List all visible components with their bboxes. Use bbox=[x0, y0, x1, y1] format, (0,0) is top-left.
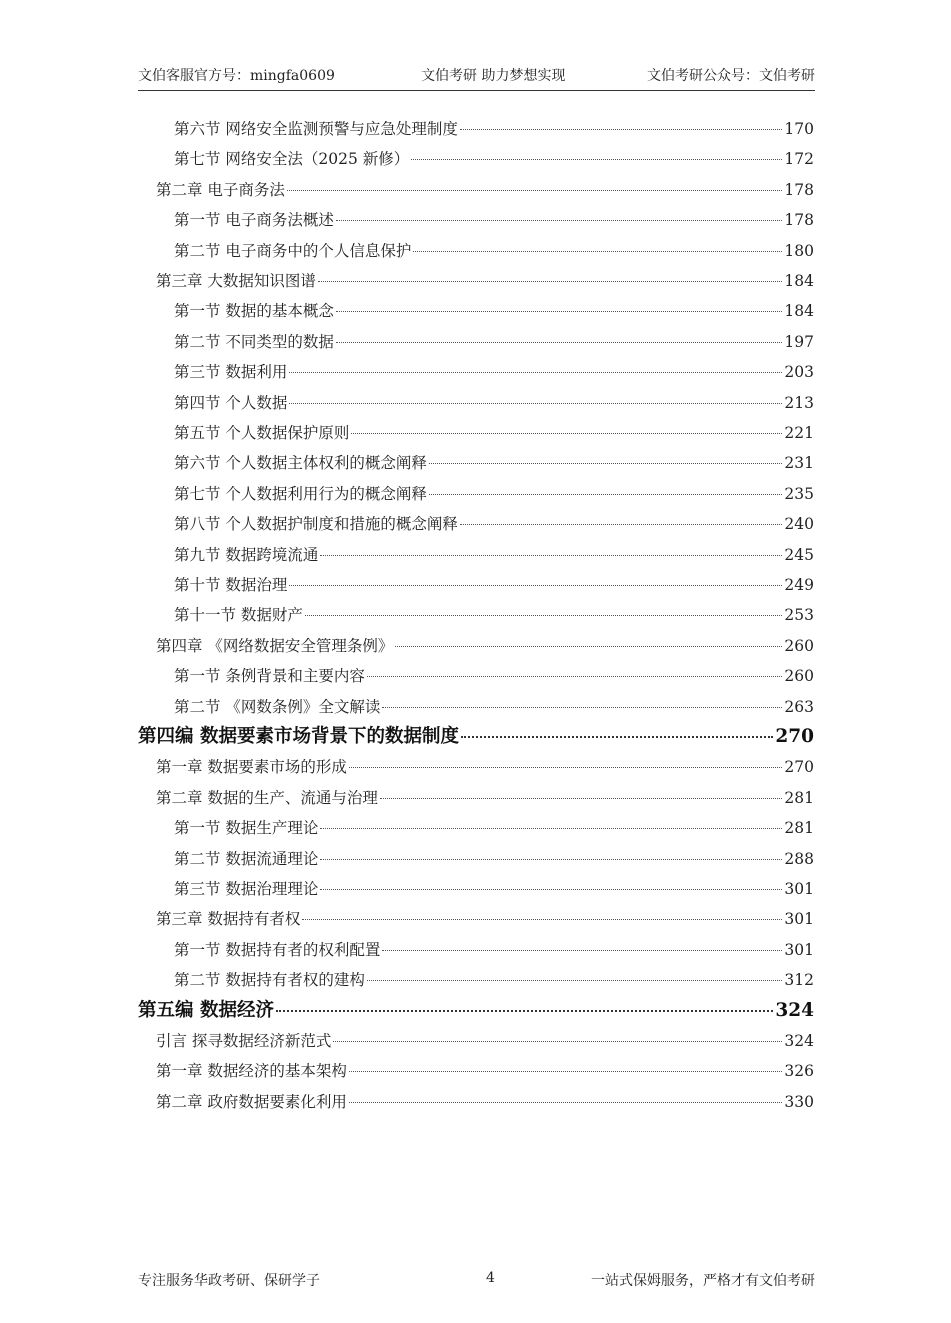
toc-entry[interactable] bbox=[174, 357, 814, 387]
toc-entry-page: 324 bbox=[784, 1032, 814, 1050]
toc-dot-leader bbox=[320, 554, 782, 556]
toc-entry-page: 301 bbox=[784, 910, 814, 929]
header-public-account: 文伯考研公众号：文伯考研 bbox=[647, 68, 815, 84]
toc-dot-leader bbox=[336, 341, 782, 343]
toc-entry-title: 第二章 电子商务法 bbox=[156, 180, 285, 199]
toc-entry-page: 312 bbox=[784, 971, 814, 990]
toc-entry-page: 235 bbox=[784, 484, 814, 503]
toc-dot-leader bbox=[351, 432, 782, 434]
toc-entry-page: 240 bbox=[784, 515, 814, 534]
toc-entry[interactable] bbox=[174, 965, 814, 995]
toc-entry[interactable] bbox=[174, 296, 814, 326]
toc-entry-page: 260 bbox=[784, 667, 814, 686]
toc-entry[interactable] bbox=[174, 509, 814, 539]
toc-entry-title: 引言 探寻数据经济新范式 bbox=[156, 1032, 332, 1050]
toc-entry[interactable] bbox=[174, 813, 814, 843]
toc-entry-title: 第一节 条例背景和主要内容 bbox=[174, 667, 365, 686]
toc-dot-leader bbox=[305, 614, 782, 616]
toc-entry-page: 184 bbox=[784, 272, 814, 290]
toc-entry[interactable] bbox=[174, 570, 814, 600]
toc-entry[interactable] bbox=[138, 996, 814, 1026]
toc-dot-leader bbox=[318, 280, 782, 282]
toc-entry[interactable] bbox=[156, 631, 814, 661]
toc-entry-page: 197 bbox=[784, 332, 814, 351]
toc-dot-leader bbox=[380, 797, 782, 799]
toc-dot-leader bbox=[382, 949, 782, 951]
toc-dot-leader bbox=[289, 584, 782, 586]
toc-entry-title: 第二章 政府数据要素化利用 bbox=[156, 1092, 347, 1111]
toc-entry-page: 301 bbox=[784, 940, 814, 959]
toc-entry-title: 第四章 《网络数据安全管理条例》 bbox=[156, 636, 394, 655]
toc-dot-leader bbox=[289, 402, 782, 404]
toc-entry-title: 第二节 数据持有者权的建构 bbox=[174, 971, 365, 990]
toc-entry-title: 第一章 数据要素市场的形成 bbox=[156, 758, 347, 777]
toc-entry-title: 第二节 电子商务中的个人信息保护 bbox=[174, 241, 412, 260]
toc-dot-leader bbox=[333, 1040, 782, 1042]
toc-entry-title: 第三节 数据利用 bbox=[174, 363, 288, 382]
toc-entry-title: 第一节 电子商务法概述 bbox=[174, 211, 334, 230]
toc-dot-leader bbox=[349, 1070, 782, 1072]
toc-entry-title: 第二节 数据流通理论 bbox=[174, 849, 319, 868]
toc-entry-page: 301 bbox=[784, 880, 814, 898]
toc-entry[interactable] bbox=[156, 904, 814, 934]
toc-entry-page: 260 bbox=[784, 636, 814, 655]
toc-entry-page: 170 bbox=[784, 120, 814, 138]
toc-entry-title: 第一章 数据经济的基本架构 bbox=[156, 1062, 347, 1081]
toc-entry[interactable] bbox=[174, 844, 814, 874]
toc-entry-page: 288 bbox=[784, 849, 814, 868]
toc-entry-page: 281 bbox=[784, 788, 814, 807]
footer-motto: 一站式保姆服务，严格才有文伯考研 bbox=[591, 1273, 815, 1289]
toc-entry-title: 第八节 个人数据护制度和措施的概念阐释 bbox=[174, 515, 458, 534]
toc-dot-leader bbox=[276, 1009, 773, 1012]
toc-entry[interactable] bbox=[156, 1026, 814, 1056]
toc-dot-leader bbox=[302, 918, 782, 920]
toc-entry[interactable] bbox=[174, 661, 814, 691]
toc-entry-page: 330 bbox=[784, 1092, 814, 1111]
toc-entry-page: 326 bbox=[784, 1062, 814, 1081]
toc-entry[interactable] bbox=[174, 874, 814, 904]
toc-dot-leader bbox=[320, 827, 782, 829]
page-footer bbox=[138, 1270, 815, 1290]
toc-entry[interactable] bbox=[138, 722, 814, 752]
toc-entry-title: 第十一节 数据财产 bbox=[174, 606, 303, 625]
toc-entry-page: 231 bbox=[784, 454, 814, 473]
toc-entry[interactable] bbox=[174, 327, 814, 357]
toc-entry-title: 第三章 数据持有者权 bbox=[156, 910, 301, 929]
toc-entry[interactable] bbox=[174, 236, 814, 266]
toc-entry[interactable] bbox=[156, 752, 814, 782]
toc-entry[interactable] bbox=[156, 783, 814, 813]
toc-entry-title: 第四编 数据要素市场背景下的数据制度 bbox=[138, 726, 459, 747]
toc-entry[interactable] bbox=[156, 1056, 814, 1086]
toc-dot-leader bbox=[320, 858, 782, 860]
toc-entry-title: 第三节 数据治理理论 bbox=[174, 880, 319, 898]
toc-entry-page: 281 bbox=[784, 819, 814, 838]
toc-entry-title: 第三章 大数据知识图谱 bbox=[156, 272, 316, 290]
toc-dot-leader bbox=[289, 371, 782, 373]
toc-dot-leader bbox=[460, 128, 782, 130]
toc-entry[interactable] bbox=[174, 479, 814, 509]
toc-entry-title: 第二节 不同类型的数据 bbox=[174, 332, 334, 351]
toc-entry-title: 第七节 个人数据利用行为的概念阐释 bbox=[174, 484, 427, 503]
toc-entry[interactable] bbox=[156, 266, 814, 296]
toc-entry[interactable] bbox=[174, 935, 814, 965]
toc-entry-title: 第七节 网络安全法（2025 新修） bbox=[174, 150, 410, 169]
toc-entry-page: 270 bbox=[775, 726, 814, 747]
toc-entry-title: 第五节 个人数据保护原则 bbox=[174, 424, 350, 442]
toc-entry-page: 253 bbox=[784, 606, 814, 625]
toc-dot-leader bbox=[460, 523, 782, 525]
toc-entry-title: 第一节 数据持有者的权利配置 bbox=[174, 940, 381, 959]
toc-entry[interactable] bbox=[156, 175, 814, 205]
toc-dot-leader bbox=[461, 735, 773, 738]
toc-entry-page: 324 bbox=[775, 999, 814, 1021]
toc-dot-leader bbox=[382, 706, 782, 708]
toc-dot-leader bbox=[349, 766, 782, 768]
toc-entry[interactable] bbox=[174, 600, 814, 630]
toc-dot-leader bbox=[429, 493, 782, 495]
toc-entry-title: 第九节 数据跨境流通 bbox=[174, 545, 319, 564]
toc-dot-leader bbox=[429, 462, 782, 464]
toc-entry-page: 245 bbox=[784, 545, 814, 564]
toc-entry-title: 第五编 数据经济 bbox=[138, 999, 274, 1021]
header-service-account: 文伯客服官方号：mingfa0609 bbox=[138, 68, 335, 84]
toc-entry[interactable] bbox=[174, 114, 814, 144]
toc-dot-leader bbox=[320, 888, 782, 890]
toc-entry-page: 221 bbox=[784, 424, 814, 442]
toc-entry[interactable] bbox=[174, 540, 814, 570]
toc-entry-page: 184 bbox=[784, 302, 814, 321]
toc-entry-title: 第十节 数据治理 bbox=[174, 576, 288, 594]
toc-entry-title: 第一节 数据生产理论 bbox=[174, 819, 319, 838]
toc-entry-title: 第四节 个人数据 bbox=[174, 393, 288, 412]
toc-dot-leader bbox=[336, 310, 782, 312]
toc-entry[interactable] bbox=[174, 418, 814, 448]
toc-entry-title: 第一节 数据的基本概念 bbox=[174, 302, 334, 321]
toc-entry-title: 第二章 数据的生产、流通与治理 bbox=[156, 788, 378, 807]
toc-entry-title: 第二节 《网数条例》全文解读 bbox=[174, 697, 381, 716]
toc-entry-page: 263 bbox=[784, 697, 814, 716]
toc-dot-leader bbox=[413, 250, 782, 252]
toc-entry[interactable] bbox=[174, 448, 814, 478]
toc-entry-page: 249 bbox=[784, 576, 814, 594]
toc-entry-page: 270 bbox=[784, 758, 814, 777]
toc-entry-page: 180 bbox=[784, 241, 814, 260]
toc-entry[interactable] bbox=[174, 692, 814, 722]
toc-dot-leader bbox=[367, 675, 782, 677]
toc-entry[interactable] bbox=[174, 205, 814, 235]
toc-entry[interactable] bbox=[156, 1087, 814, 1117]
toc-entry-page: 172 bbox=[784, 150, 814, 169]
toc-dot-leader bbox=[367, 979, 782, 981]
toc-dot-leader bbox=[336, 219, 782, 221]
page-number: 4 bbox=[486, 1270, 495, 1286]
toc-dot-leader bbox=[411, 158, 782, 160]
toc-entry-title: 第六节 个人数据主体权利的概念阐释 bbox=[174, 454, 427, 473]
toc-entry-page: 178 bbox=[784, 180, 814, 199]
page-header bbox=[138, 62, 815, 91]
toc-entry[interactable] bbox=[174, 388, 814, 418]
footer-tagline: 专注服务华政考研、保研学子 bbox=[138, 1273, 320, 1289]
toc-dot-leader bbox=[395, 645, 782, 647]
toc-entry-title: 第六节 网络安全监测预警与应急处理制度 bbox=[174, 120, 458, 138]
toc-dot-leader bbox=[349, 1101, 782, 1103]
toc-entry-page: 203 bbox=[784, 363, 814, 382]
toc-dot-leader bbox=[287, 189, 782, 191]
toc-entry-page: 213 bbox=[784, 393, 814, 412]
header-slogan: 文伯考研 助力梦想实现 bbox=[421, 68, 566, 84]
toc-entry-page: 178 bbox=[784, 211, 814, 230]
toc-entry[interactable] bbox=[174, 144, 814, 174]
